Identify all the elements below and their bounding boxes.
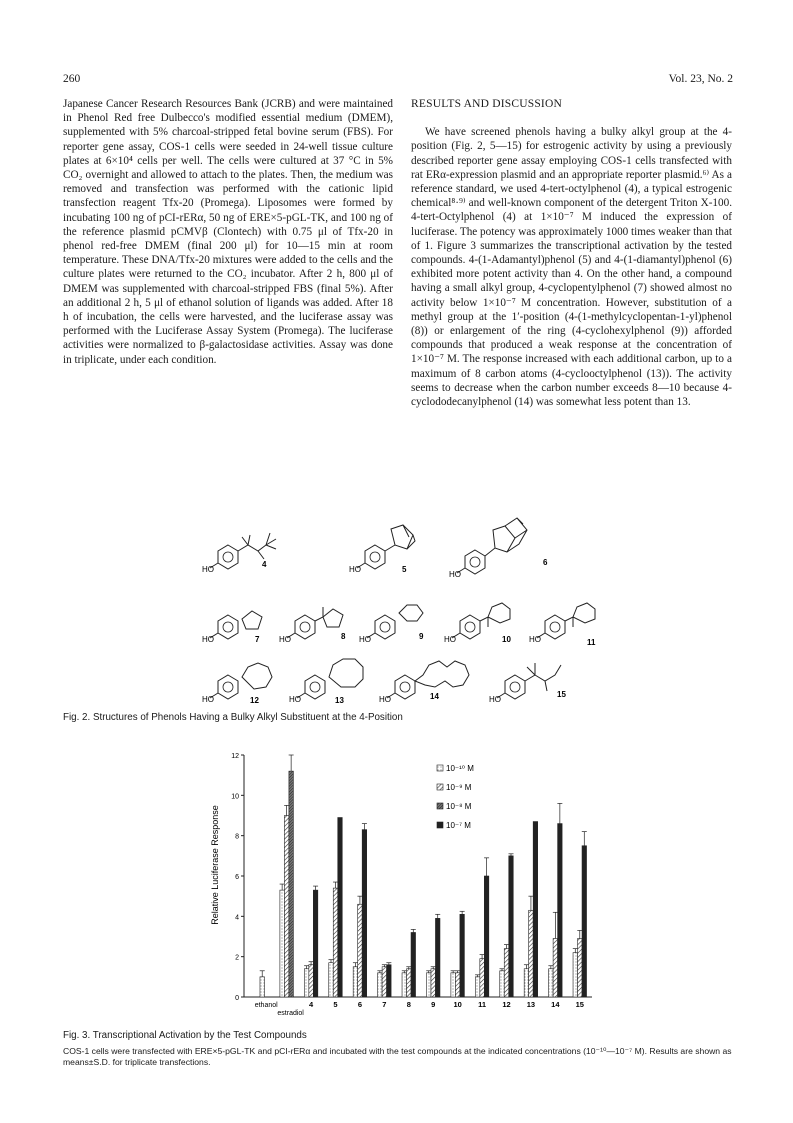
ho-label: HO xyxy=(202,565,214,574)
ho-label: HO xyxy=(359,635,371,644)
figure-3-caption: Fig. 3. Transcriptional Activation by the Test Compounds xyxy=(63,1030,307,1041)
page-number: 260 xyxy=(63,73,81,85)
compound-number: 13 xyxy=(335,696,344,705)
figure-2-caption: Fig. 2. Structures of Phenols Having a Bulky Alkyl Substituent at the 4-Position xyxy=(63,712,403,723)
y-tick-label: 2 xyxy=(235,954,239,962)
bar xyxy=(455,973,460,997)
x-tick-label: 5 xyxy=(333,1000,338,1009)
compound-number: 15 xyxy=(557,690,566,699)
structure-12 xyxy=(210,663,272,699)
compound-number: 9 xyxy=(419,632,424,641)
figure-3-chart xyxy=(200,745,620,1020)
x-tick-label: 15 xyxy=(575,1000,584,1009)
structure-5 xyxy=(357,525,415,569)
bar xyxy=(304,969,309,997)
bar xyxy=(353,967,358,997)
y-axis-label: Relative Luciferase Response xyxy=(210,805,220,925)
structure-11 xyxy=(537,603,595,639)
ho-label: HO xyxy=(289,695,301,704)
compound-number: 10 xyxy=(502,635,511,644)
bar xyxy=(582,846,587,997)
bar xyxy=(407,969,412,997)
bar xyxy=(484,876,489,997)
bar xyxy=(289,771,294,997)
ho-label: HO xyxy=(489,695,501,704)
bar xyxy=(387,965,392,997)
ho-label: HO xyxy=(449,570,461,579)
bar xyxy=(529,910,534,997)
y-tick-label: 8 xyxy=(235,833,239,841)
body-paragraph: We have screened phenols having a bulky alkyl group at the 4-position (Fig. 2, 5—15) for estrogenic activity by using a previously described reporter gene assay employing COS-1 cells transfected with rat ERα-expression plasmid and an appropriate reporter plasmid.⁶⁾ As a reference standard, we used 4-tert-octylphenol (4), a typical estrogenic chemical⁸·⁹⁾ and well-known component of the detergent Triton X-100. 4-tert-Octylphenol (4) at 1×10⁻⁷ M induced the expression of luciferase. The potency was approximately 1000 times weaker than that of 1. Figure 3 summarizes the transcriptional activation by the tested compounds. 4-(1-Adamantyl)phenol (5) and 4-(1-diamantyl)phenol (6) exhibited more potent activity than 4. On the other hand, a compound having a small alkyl group, 4-cyclopentylphenol (7) showed almost no activity below 1×10⁻⁷ M concentration. However, substitution of a methyl group at the 1′-position (4-(1-methylcyclopentan-1-yl)phenol (8)) or enlargement of the ring (4-cyclohexylphenol (9)) afforded compounds that produced a weak response at the concentration of 1×10⁻⁷ M. The response increased with each additional carbon, up to a maximum of 8 carbon atoms (4-cyclooctylphenol (13)). The activity seems to decrease when the carbon number exceeds 8—10 because 4-cyclododecanylphenol (14) was somewhat less potent than 13. xyxy=(411,126,733,409)
figure-3-note: COS-1 cells were transfected with ERE×5-pGL-TK and pCI-rERα and incubated with the test compounds at the indicated concentrations (10⁻¹⁰—10⁻⁷ M). Results are shown as means±S.D. for triplicate transfections. xyxy=(63,1046,732,1067)
bar xyxy=(475,977,480,997)
y-tick-label: 0 xyxy=(235,995,239,1002)
bar xyxy=(280,890,285,997)
bar xyxy=(578,939,583,997)
bar xyxy=(362,830,367,997)
bar xyxy=(284,816,289,998)
bar xyxy=(533,822,538,997)
section-heading: RESULTS AND DISCUSSION xyxy=(411,98,562,110)
legend-label: 10⁻⁹ M xyxy=(446,783,472,792)
right-column xyxy=(411,97,732,409)
bar xyxy=(500,971,505,997)
bar xyxy=(411,932,416,997)
bar xyxy=(426,973,431,997)
x-tick-label: 11 xyxy=(478,1000,487,1009)
bar xyxy=(329,963,334,997)
compound-number: 11 xyxy=(587,638,596,647)
compound-number: 12 xyxy=(250,696,259,705)
ho-label: HO xyxy=(379,695,391,704)
legend-label: 10⁻⁸ M xyxy=(446,802,472,811)
ho-label: HO xyxy=(202,635,214,644)
bar xyxy=(378,973,383,997)
y-tick-label: 4 xyxy=(235,914,239,922)
ho-label: HO xyxy=(529,635,541,644)
bar xyxy=(553,939,558,997)
ho-label: HO xyxy=(444,635,456,644)
legend-label: 10⁻⁷ M xyxy=(446,821,471,830)
volume-label: Vol. 23, No. 2 xyxy=(668,73,733,85)
bar xyxy=(460,914,465,997)
y-tick-label: 10 xyxy=(231,793,239,801)
structure-6 xyxy=(457,518,527,574)
ho-label: HO xyxy=(279,635,291,644)
y-tick-label: 6 xyxy=(235,874,239,881)
left-column xyxy=(63,97,393,367)
bar xyxy=(313,890,318,997)
bar xyxy=(524,969,529,997)
bar xyxy=(431,969,436,997)
body-paragraph: Japanese Cancer Research Resources Bank (JCRB) and were maintained in Phenol Red free Dulbecco's modified essential medium (DMEM), supplemented with 5% charcoal-stripped fetal bovine serum (FBS). For reporter gene assay, COS-1 cells were seeded in 24-well tissue culture plates at 6×10⁴ cells per well. The cells were cultured at 37 °C in 5% CO₂ overnight and allowed to attach to the plates. Then, the medium was removed and transfection was performed with the cationic lipid transfection reagent Tfx-20 (Promega). Liposomes were formed by incubating 100 ng of pCI-rERα, 50 ng of ERE×5-pGL-TK, and 100 ng of the reference plasmid pCMVβ (Clontech) with 0.75 μl of Tfx-20 in phenol red-free DMEM (final 200 μl) for 10—15 min at room temperature. These DNA/Tfx-20 mixtures were added to the cells and the culture plates were returned to the CO₂ incubator. After 2 h, 800 μl of DMEM was supplemented with charcoal-stripped FBS (final 5%). After an additional 2 h, 5 μl of ethanol solution of ligands was added. After 18 h of incubation, the cells were harvested, and the luciferase assay was performed with the Luciferase Assay System (Promega). The luciferase activities were normalized to β-galactosidase activities. Assay was done in triplicate, under each condition. xyxy=(63,98,393,366)
structure-13 xyxy=(297,659,363,699)
x-tick-label: 10 xyxy=(453,1000,462,1009)
compound-number: 5 xyxy=(402,565,407,574)
legend-swatch xyxy=(437,784,443,790)
x-tick-label: 12 xyxy=(502,1000,511,1009)
legend-swatch xyxy=(437,765,443,771)
compound-number: 7 xyxy=(255,635,260,644)
bar xyxy=(309,965,314,997)
bar xyxy=(509,856,514,997)
structure-9 xyxy=(367,605,423,639)
bar xyxy=(358,904,363,997)
x-tick-label: 6 xyxy=(357,1000,363,1009)
x-tick-label: 4 xyxy=(308,1000,314,1009)
y-tick-label: 12 xyxy=(231,753,239,760)
bar xyxy=(480,959,485,997)
x-tick-label: 7 xyxy=(382,1000,387,1009)
structure-15 xyxy=(497,663,561,699)
bar xyxy=(260,977,265,997)
bar xyxy=(402,973,407,997)
figure-2-structures xyxy=(190,515,620,705)
x-tick-label: 8 xyxy=(406,1000,411,1009)
x-tick-label: estradiol xyxy=(277,1010,304,1017)
bar xyxy=(549,969,554,997)
bar xyxy=(451,973,456,997)
compound-number: 6 xyxy=(543,558,548,567)
compound-number: 8 xyxy=(341,632,346,641)
bar xyxy=(338,818,343,997)
ho-label: HO xyxy=(202,695,214,704)
bar xyxy=(382,967,387,997)
legend-swatch xyxy=(437,822,443,828)
x-tick-label: 13 xyxy=(526,1000,536,1009)
structure-8 xyxy=(287,607,343,639)
structure-10 xyxy=(452,603,510,639)
bar xyxy=(504,949,509,997)
legend-label: 10⁻¹⁰ M xyxy=(446,764,474,773)
compound-number: 14 xyxy=(430,692,439,701)
compound-number: 4 xyxy=(262,560,267,569)
bar xyxy=(573,953,578,997)
structure-14 xyxy=(387,661,469,699)
bar xyxy=(435,918,440,997)
legend-swatch xyxy=(437,803,443,809)
bar xyxy=(333,888,338,997)
ho-label: HO xyxy=(349,565,361,574)
x-tick-label: 14 xyxy=(551,1000,560,1009)
bar xyxy=(558,824,563,997)
x-tick-label: 9 xyxy=(431,1000,436,1009)
x-tick-label: ethanol xyxy=(254,1002,278,1009)
